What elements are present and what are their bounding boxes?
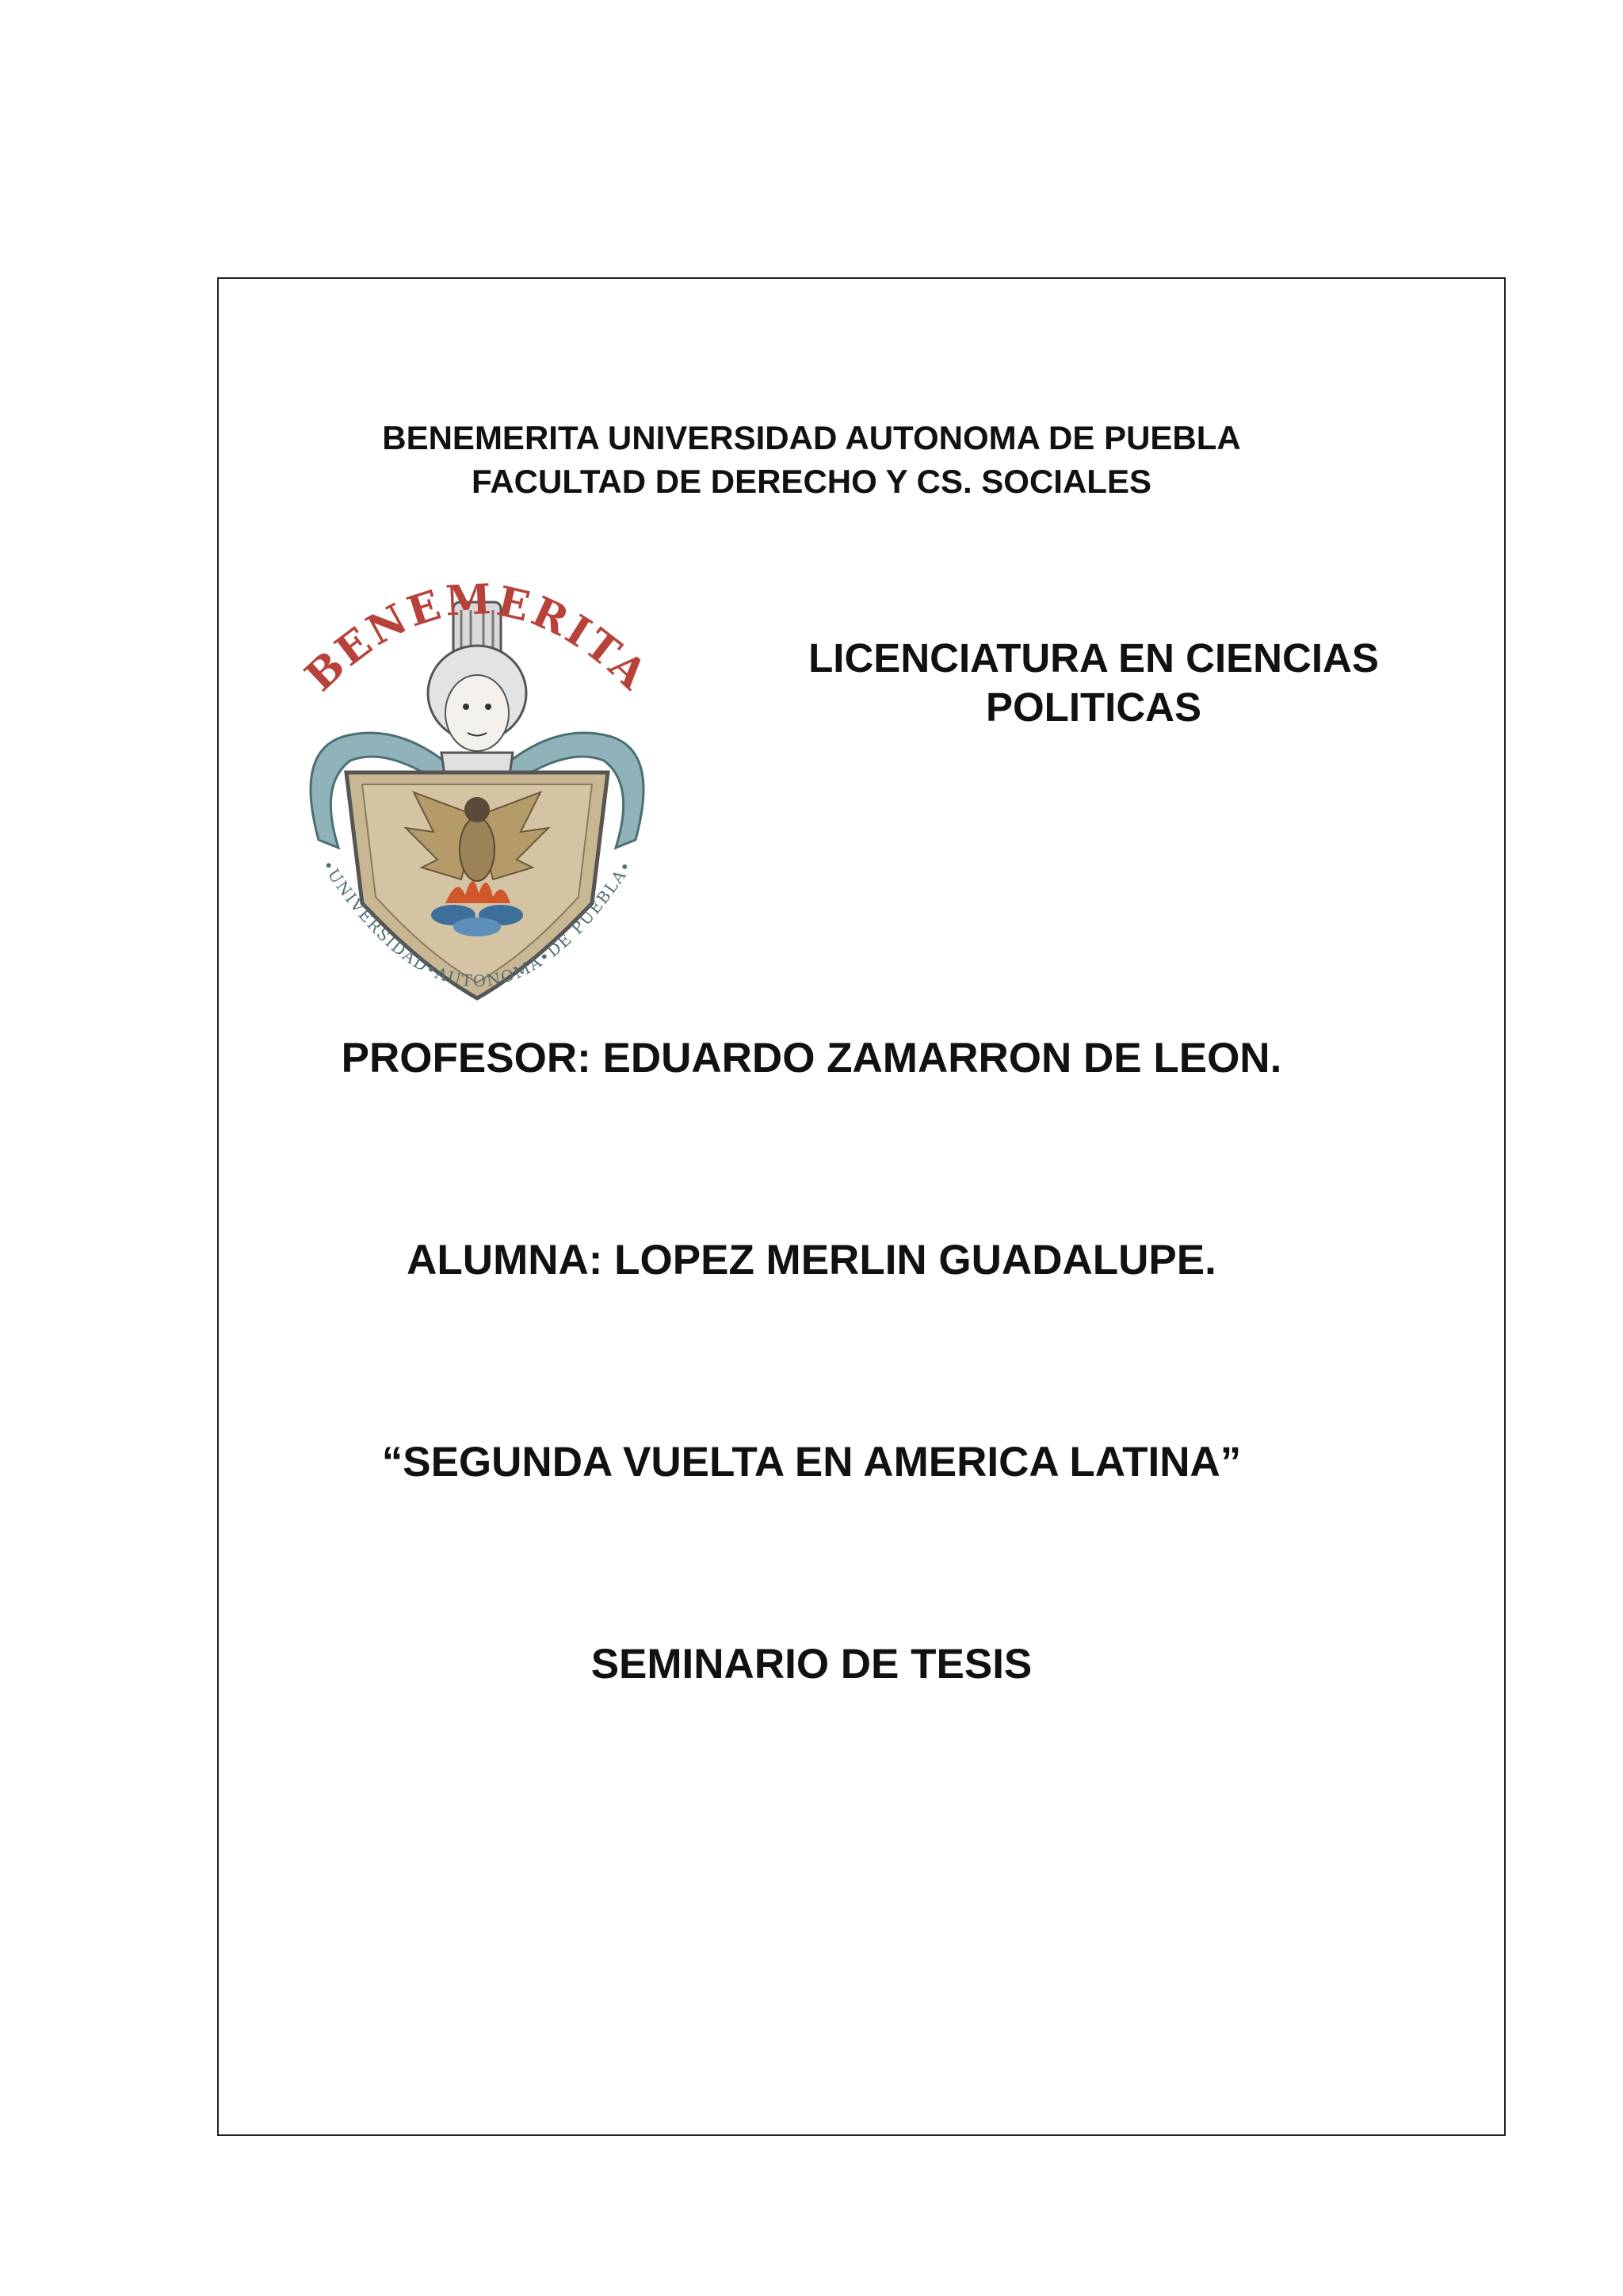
student-line: ALUMNA: LOPEZ MERLIN GUADALUPE.: [407, 1237, 1216, 1283]
university-name: BENEMERITA UNIVERSIDAD AUTONOMA DE PUEBLA: [382, 419, 1241, 456]
thesis-title: “SEGUNDA VUELTA EN AMERICA LATINA”: [381, 1439, 1242, 1486]
university-crest-logo: [295, 555, 659, 1022]
course-name: SEMINARIO DE TESIS: [590, 1641, 1033, 1688]
degree-line-1: LICENCIATURA EN CIENCIAS: [808, 635, 1379, 681]
crest-bottom-lettering: •UNIVERSIDAD•AUTONOMA•DE PUEBLA•: [318, 856, 636, 991]
crest-top-lettering: BENEMERITA: [296, 574, 659, 701]
faculty-name: FACULTAD DE DERECHO Y CS. SOCIALES: [472, 463, 1151, 500]
degree-line-2: POLITICAS: [985, 685, 1201, 730]
professor-line: PROFESOR: EDUARDO ZAMARRON DE LEON.: [341, 1035, 1282, 1081]
